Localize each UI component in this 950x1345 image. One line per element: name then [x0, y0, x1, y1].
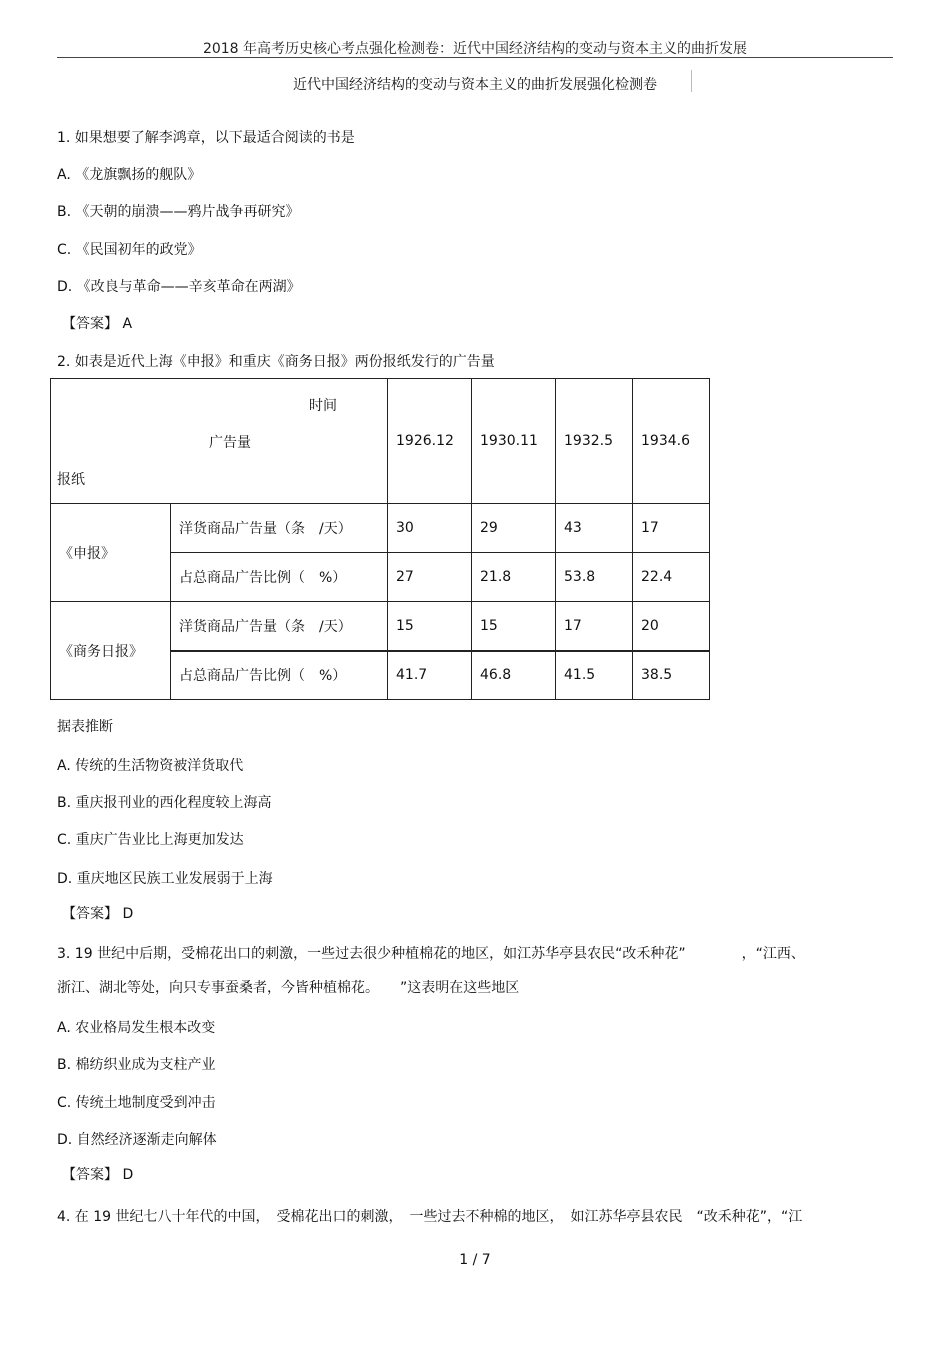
table-cell: 15: [388, 602, 472, 651]
question-3-option-d: D. 自然经济逐渐走向解体: [57, 1132, 217, 1148]
table-cell: 27: [388, 553, 472, 602]
title-marker: [691, 70, 692, 92]
table-paper-name: 《申报》: [51, 504, 171, 602]
question-3-option-c: C. 传统土地制度受到冲击: [57, 1095, 216, 1111]
question-2-option-d: D. 重庆地区民族工业发展弱于上海: [57, 871, 273, 887]
document-title: 近代中国经济结构的变动与资本主义的曲折发展强化检测卷: [293, 77, 657, 93]
question-2-lead: 据表推断: [57, 719, 113, 735]
table-cell: 22.4: [633, 553, 710, 602]
question-3-option-a: A. 农业格局发生根本改变: [57, 1020, 216, 1036]
table-metric: 洋货商品广告量（条 /天）: [171, 602, 388, 651]
question-2-answer: 【答案】 D: [62, 906, 134, 922]
table-cell: 46.8: [472, 651, 556, 700]
table-cell: 20: [633, 602, 710, 651]
table-cell: 41.7: [388, 651, 472, 700]
table-cell: 15: [472, 602, 556, 651]
question-3-stem-line-1: 3. 19 世纪中后期，受棉花出口的刺激，一些过去很少种植棉花的地区，如江苏华亭县农民“改禾种花” ，“江西、: [57, 946, 805, 962]
question-3-answer: 【答案】 D: [62, 1167, 134, 1183]
running-header: 2018 年高考历史核心考点强化检测卷：近代中国经济结构的变动与资本主义的曲折发展: [202, 41, 748, 57]
table-cell: 21.8: [472, 553, 556, 602]
table-cell: 29: [472, 504, 556, 553]
table-cell: 17: [556, 602, 633, 651]
question-2-option-a: A. 传统的生活物资被洋货取代: [57, 758, 244, 774]
question-1-answer: 【答案】 A: [62, 316, 133, 332]
table-header-time: 时间: [309, 398, 337, 414]
table-cell: 43: [556, 504, 633, 553]
table-paper-name: 《商务日报》: [51, 602, 171, 700]
table-cell: 38.5: [633, 651, 710, 700]
question-1-option-a: A. 《龙旗飘扬的舰队》: [57, 167, 202, 183]
table-row: [51, 504, 710, 553]
header-rule: [57, 57, 893, 58]
table-metric: 洋货商品广告量（条 /天）: [171, 504, 388, 553]
table-cell: 30: [388, 504, 472, 553]
question-2-stem: 2. 如表是近代上海《申报》和重庆《商务日报》两份报纸发行的广告量: [57, 354, 495, 370]
table-header-ad: 广告量: [209, 435, 251, 451]
table-header-paper: 报纸: [57, 472, 85, 488]
question-3-stem-line-2: 浙江、湖北等处，向只专事蚕桑者，今皆种植棉花。 ”这表明在这些地区: [57, 980, 520, 996]
table-cell: 53.8: [556, 553, 633, 602]
question-4-stem-line-1: 4. 在 19 世纪七八十年代的中国， 受棉花出口的刺激， 一些过去不种棉的地区， 如江苏华亭县农民 “改禾种花”，“江: [57, 1209, 803, 1225]
question-1-stem: 1. 如果想要了解李鸿章，以下最适合阅读的书是: [57, 130, 355, 146]
table-date: 1926.12: [388, 379, 472, 504]
question-2-option-b: B. 重庆报刊业的西化程度较上海高: [57, 795, 272, 811]
table-metric: 占总商品广告比例（ %）: [171, 651, 388, 700]
page-number: 1 / 7: [459, 1252, 491, 1268]
table-header-diagonal-cell: [51, 379, 388, 504]
question-1-option-d: D. 《改良与革命——辛亥革命在两湖》: [57, 279, 301, 295]
table-date: 1930.11: [472, 379, 556, 504]
table-date: 1934.6: [633, 379, 710, 504]
table-cell: 41.5: [556, 651, 633, 700]
table-metric: 占总商品广告比例（ %）: [171, 553, 388, 602]
question-1-option-c: C. 《民国初年的政党》: [57, 242, 202, 258]
question-3-option-b: B. 棉纺织业成为支柱产业: [57, 1057, 216, 1073]
advertising-table: [50, 378, 710, 700]
question-2-option-c: C. 重庆广告业比上海更加发达: [57, 832, 244, 848]
table-row: [51, 602, 710, 651]
table-date: 1932.5: [556, 379, 633, 504]
question-1-option-b: B. 《天朝的崩溃——鸦片战争再研究》: [57, 204, 300, 220]
table-cell: 17: [633, 504, 710, 553]
